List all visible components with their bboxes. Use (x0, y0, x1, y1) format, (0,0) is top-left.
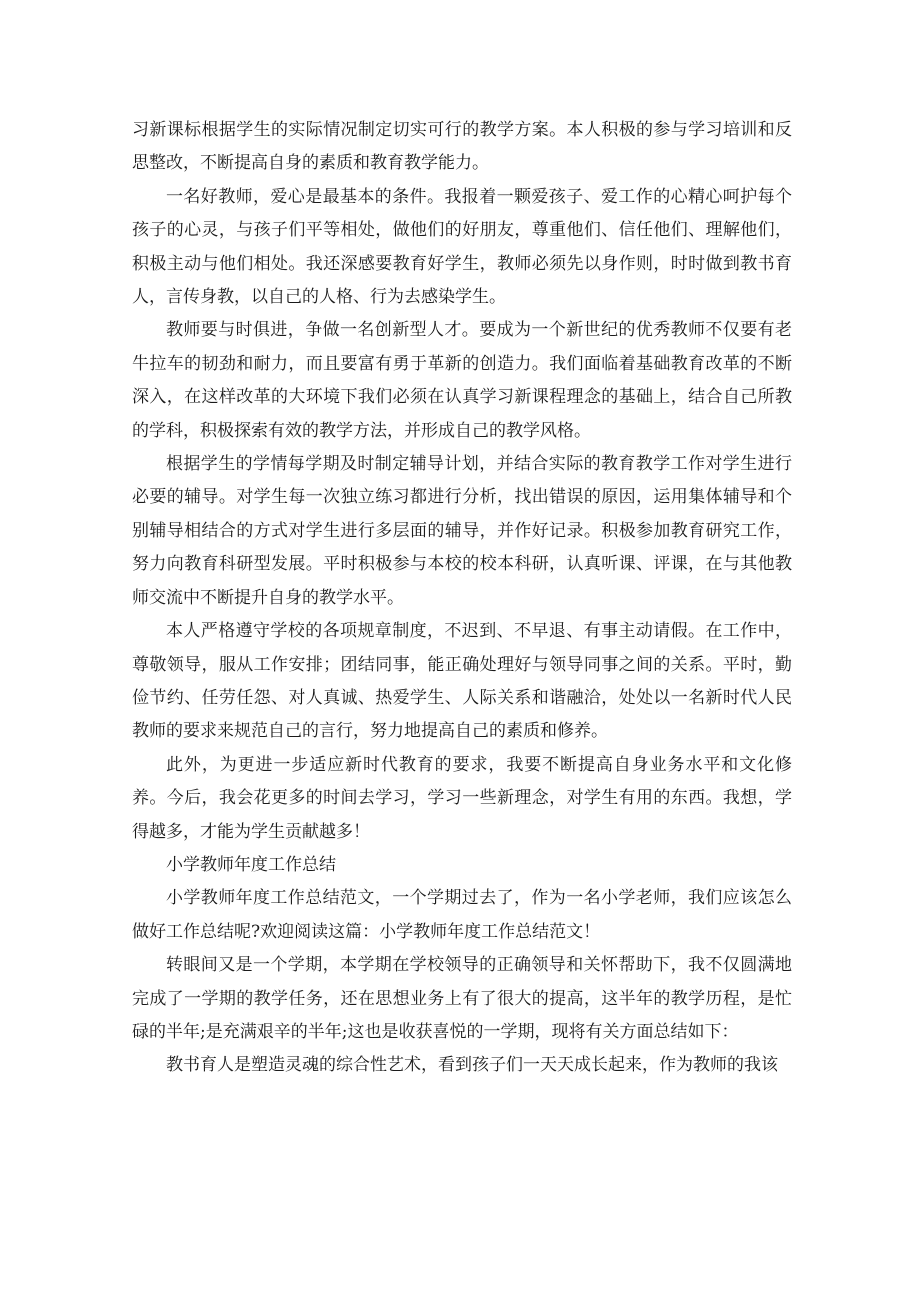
paragraph: 教师要与时俱进，争做一名创新型人才。要成为一个新世纪的优秀教师不仅要有老牛拉车的韧劲和耐力，而且要富有勇于革新的创造力。我们面临着基础教育改革的不断深入，在这样改革的大环境下我们必须在认真学习新课程理念的基础上，结合自己所教的学科，积极探索有效的教学方法，并形成自己的教学风格。 (132, 320, 792, 441)
paragraph: 转眼间又是一个学期，本学期在学校领导的正确领导和关怀帮助下，我不仅圆满地完成了一学期的教学任务，还在思想业务上有了很大的提高，这半年的教学历程，是忙碌的半年;是充满艰辛的半年;这也是收获喜悦的一学期，现将有关方面总结如下： (132, 955, 792, 1042)
document-body (132, 114, 792, 1083)
paragraph: 本人严格遵守学校的各项规章制度，不迟到、不早退、有事主动请假。在工作中，尊敬领导，服从工作安排；团结同事，能正确处理好与领导同事之间的关系。平时，勤俭节约、任劳任怨、对人真诚、热爱学生、人际关系和谐融洽，处处以一名新时代人民教师的要求来规范自己的言行，努力地提高自己的素质和修养。 (132, 621, 792, 742)
paragraph: 一名好教师，爱心是最基本的条件。我报着一颗爱孩子、爱工作的心精心呵护每个孩子的心灵，与孩子们平等相处，做他们的好朋友，尊重他们、信任他们、理解他们，积极主动与他们相处。我还深感要教育好学生，教师必须先以身作则，时时做到教书育人，言传身教，以自己的人格、行为去感染学生。 (132, 186, 792, 308)
paragraph-continuation: 习新课标根据学生的实际情况制定切实可行的教学方案。本人积极的参与学习培训和反思整改，不断提高自身的素质和教育教学能力。 (132, 120, 792, 174)
paragraph: 小学教师年度工作总结范文，一个学期过去了，作为一名小学老师，我们应该怎么做好工作总结呢?欢迎阅读这篇：小学教师年度工作总结范文！ (132, 888, 792, 942)
section-heading: 小学教师年度工作总结 (166, 854, 336, 875)
paragraph: 教书育人是塑造灵魂的综合性艺术，看到孩子们一天天成长起来，作为教师的我该 (166, 1055, 778, 1076)
paragraph: 此外，为更进一步适应新时代教育的要求，我要不断提高自身业务水平和文化修养。今后，我会花更多的时间去学习，学习一些新理念，对学生有用的东西。我想，学得越多，才能为学生贡献越多！ (132, 754, 792, 842)
paragraph: 根据学生的学情每学期及时制定辅导计划，并结合实际的教育教学工作对学生进行必要的辅导。对学生每一次独立练习都进行分析，找出错误的原因，运用集体辅导和个别辅导相结合的方式对学生进行多层面的辅导，并作好记录。积极参加教育研究工作，努力向教育科研型发展。平时积极参与本校的校本科研，认真听课、评课，在与其他教师交流中不断提升自身的教学水平。 (132, 454, 792, 608)
